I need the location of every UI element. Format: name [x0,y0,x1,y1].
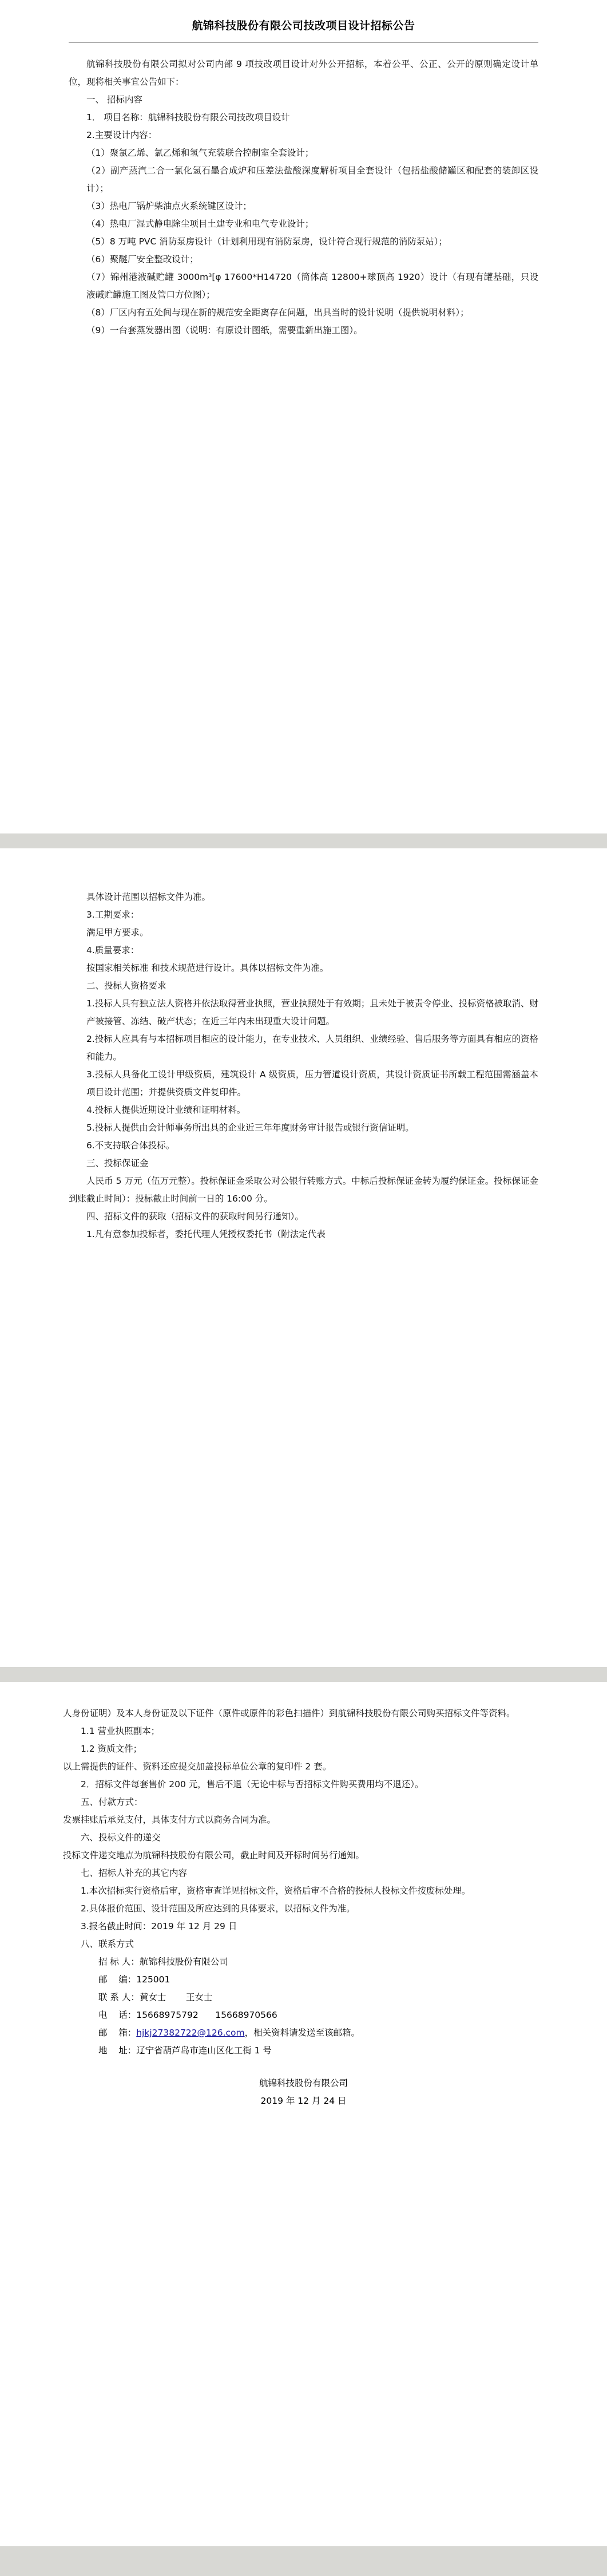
main-content-item: 2.主要设计内容： [86,130,157,141]
scope-item-4: （4）热电厂湿式静电除尘项目土建专业和电气专业设计； [86,219,314,230]
email-link[interactable]: hjkj27382722@126.com [136,2028,245,2038]
document-page-1 [0,0,607,833]
qualification-item-5: 5.投标人提供由会计师事务所出具的企业近三年年度财务审计报告或银行资信证明。 [86,1123,414,1133]
document-acquire-item-1: 1.凡有意参加投标者，委托代理人凭授权委托书（附法定代表 [86,1229,326,1239]
signature-block [63,2075,544,2110]
cert-item-business-license: 1.1 营业执照副本； [81,1726,160,1736]
submission-text: 投标文件递交地点为航锦科技股份有限公司，截止时间及开标时间另行通知。 [63,1850,365,1860]
tender-doc-price: 2．招标文件每套售价 200 元，售后不退（无论中标与否招标文件购买费用均不退还）。 [81,1779,424,1789]
cert-item-qualification-doc: 1.2 资质文件； [81,1744,142,1754]
intro-paragraph: 航锦科技股份有限公司拟对公司内部 9 项技改项目设计对外公开招标，本着公平、公正、公开的原则确定设计单位，现将相关事宜公告如下： [69,59,538,88]
signature-company: 航锦科技股份有限公司 [259,2078,348,2088]
quality-text: 按国家相关标准 和技术规范进行设计。具体以招标文件为准。 [86,963,329,973]
scope-item-6: （6）聚醚厂安全整改设计； [86,254,199,265]
section-1-heading: 一、 招标内容 [86,94,142,105]
qualification-item-2: 2.投标人应具有与本招标项目相应的设计能力，在专业技术、人员组织、业绩经验、售后服务等方面具有相应的资格和能力。 [86,1034,538,1062]
quality-heading: 4.质量要求： [86,945,140,955]
cert-copies-note: 以上需提供的证件、资料还应提交加盖投标单位公章的复印件 2 套。 [63,1761,332,1772]
document-page-3 [0,1682,607,2546]
contact-label-person: 联 系 人： [98,1992,140,2002]
schedule-text: 满足甲方要求。 [86,927,149,938]
section-7-heading: 七、招标人补充的其它内容 [81,1868,188,1878]
payment-text: 发票挂账后承兑支付，具体支付方式以商务合同为准。 [63,1815,276,1825]
contact-label-postcode: 邮 编： [98,1974,137,1985]
schedule-heading: 3.工期要求： [86,910,140,920]
contact-value-phone: 15668975792 15668970566 [136,2010,277,2020]
qualification-item-1: 1.投标人具有独立法人资格并依法取得营业执照，营业执照处于有效期；且未处于被责令停业、投标资格被取消、财产被接管、冻结、破产状态；在近三年内未出现重大设计问题。 [86,998,538,1026]
qualification-item-6: 6.不支持联合体投标。 [86,1140,175,1151]
section-5-heading: 五、付款方式： [81,1797,143,1807]
registration-deadline: 3.报名截止时间：2019 年 12 月 29 日 [81,1921,237,1931]
scope-item-7: （7）锦州港液碱贮罐 3000m³[φ 17600*H14720（筒体高 12800+球顶高 1920）设计（有现有罐基础，只设液碱贮罐施工图及管口方位图）； [86,272,538,301]
contact-row-phone [63,2006,544,2024]
deposit-text: 人民币 5 万元（伍万元整）。投标保证金采取公对公银行转账方式。中标后投标保证金转为履约保证金。投标保证金到账截止时间）：投标截止时间前一日的 16:00 分。 [69,1176,538,1204]
section-6-heading: 六、投标文件的递交 [81,1832,161,1843]
email-note: ，相关资料请发送至该邮箱。 [244,2028,360,2038]
contact-row-email [63,2024,544,2042]
contact-row-postcode [63,1971,544,1989]
contact-value-address: 辽宁省葫芦岛市连山区化工街 1 号 [136,2045,272,2056]
contact-label-phone: 电 话： [98,2010,137,2020]
contact-value-tenderer: 航锦科技股份有限公司 [139,1957,228,1967]
section-8-heading: 八、联系方式 [81,1939,134,1949]
contact-row-tenderer [63,1953,544,1971]
contact-label-tenderer: 招 标 人： [98,1957,140,1967]
title-divider [69,42,538,43]
project-name-item: 1． 项目名称：航锦科技股份有限公司技改项目设计 [86,112,290,123]
scope-item-1: （1）聚氯乙烯、氯乙烯和氢气充装联合控制室全套设计； [86,148,314,159]
contact-label-address: 地 址： [98,2045,137,2056]
contact-label-email: 邮 箱： [98,2028,137,2038]
contact-row-address [63,2042,544,2060]
scope-note: 具体设计范围以招标文件为准。 [86,892,211,902]
scope-item-2: （2）副产蒸汽二合一氯化氢石墨合成炉和压差法盐酸深度解析项目全套设计（包括盐酸储罐区和配套的装卸区设计）； [86,165,538,194]
scope-item-5: （5）8 万吨 PVC 消防泵房设计（计划利用现有消防泵房，设计符合现行规范的消防泵站）； [86,236,448,247]
page-title: 航锦科技股份有限公司技改项目设计招标公告 [192,19,415,32]
scope-item-8: （8）厂区内有五处间与现在新的规范安全距离存在问题，出具当时的设计说明（提供说明材料）； [86,307,469,318]
qualification-item-3: 3.投标人具备化工设计甲级资质，建筑设计 A 级资质，压力管道设计资质，其设计资质证书所载工程范围需涵盖本项目设计范围；并提供资质文件复印件。 [86,1069,538,1097]
scope-item-3: （3）热电厂锅炉柴油点火系统键区设计； [86,201,252,212]
contact-value-postcode: 125001 [136,1974,170,1985]
supplement-item-2: 2.具体报价范围、设计范围及所应达到的具体要求，以招标文件为准。 [81,1903,355,1914]
contact-row-person [63,1989,544,2006]
scope-item-9: （9）一台套蒸发器出图（说明：有原设计图纸，需要重新出施工图）。 [86,325,363,336]
section-2-heading: 二、投标人资格要求 [86,981,166,991]
signature-date: 2019 年 12 月 24 日 [260,2096,347,2106]
contact-value-person: 黄女士 王女士 [139,1992,213,2002]
section-4-heading: 四、招标文件的获取（招标文件的获取时间另行通知）。 [86,1211,304,1222]
page-break-1 [0,833,607,848]
identity-continuation: 人身份证明）及本人身份证及以下证件（原件或原件的彩色扫描件）到航锦科技股份有限公司购买招标文件等资料。 [63,1708,515,1718]
qualification-item-4: 4.投标人提供近期设计业绩和证明材料。 [86,1105,246,1115]
page-break-2 [0,1667,607,1682]
section-3-heading: 三、投标保证金 [86,1158,149,1168]
supplement-item-1: 1.本次招标实行资格后审，资格审查详见招标文件，资格后审不合格的投标人投标文件按废标处理。 [81,1886,471,1896]
document-page-2 [0,848,607,1667]
